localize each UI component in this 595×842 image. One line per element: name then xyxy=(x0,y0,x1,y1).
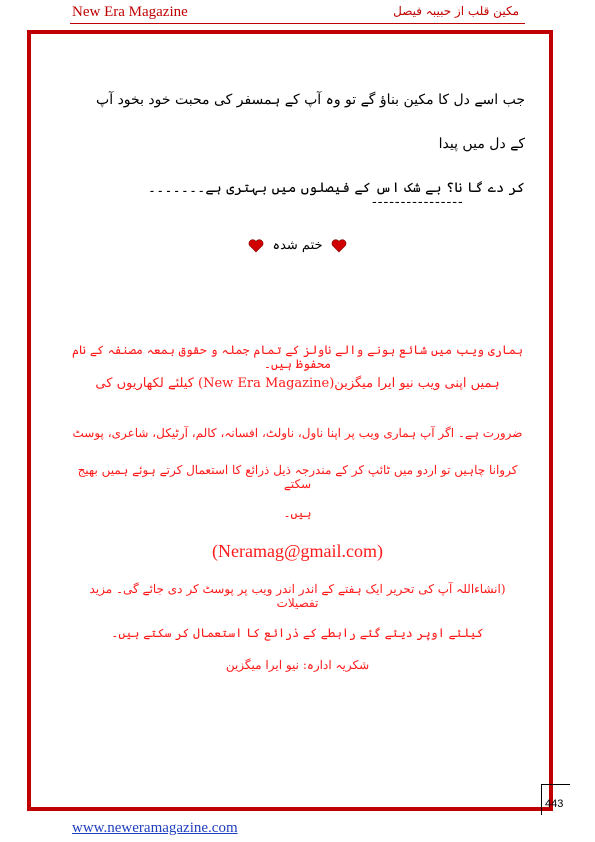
publish-notice-line: کیلئے اوپر دیئے گئے رابطے کے ذرائع کا استعمال کر سکتے ہیں۔ xyxy=(111,626,484,640)
page-number: 443 xyxy=(545,798,564,810)
separator: ---------------- xyxy=(372,194,464,210)
story-line: جب اسے دل کا مکین بناؤ گے تو وہ آپ کے ہمسفر کی محبت خود بخود آپ کے دل میں پیدا xyxy=(96,92,525,152)
heart-icon xyxy=(248,239,264,253)
copyright-notice: ہماری ویب میں شائع ہونے والے ناولز کے تمام جملہ و حقوق بمعہ مصنفہ کے نام محفوظ ہیں۔ xyxy=(72,343,523,371)
thanks-line: شکریہ ادارہ: نیو ایرا میگزین xyxy=(225,658,370,672)
story-text xyxy=(80,78,525,210)
writers-needed-line: ہیں۔ xyxy=(283,506,312,520)
publish-notice: (انشاءاللہ آپ کی تحریر ایک ہفتے کے اندر اندر ویب پر پوسٹ کر دی جائے گی۔ مزید تفصیلات xyxy=(89,582,506,610)
heart-icon xyxy=(331,239,347,253)
writers-needed-line: کروانا چاہیں تو اردو میں ٹائپ کر کے مندرجہ ذیل ذرائع کا استعمال کرتے ہوئے ہمیں بھیج سکتے xyxy=(77,463,518,491)
finish-text: ختم شدہ xyxy=(272,238,323,253)
novel-title: مکین قلب از حبیبہ فیصل xyxy=(393,4,519,18)
writers-needed: ہمیں اپنی ویب نیو ایرا میگزین(New Era Magazine) کیلئے لکھاریوں کی xyxy=(95,376,500,391)
finish-marker xyxy=(0,238,595,253)
header-divider xyxy=(70,23,525,24)
writers-needed-line: ضرورت ہے۔ اگر آپ ہماری ویب پر اپنا ناول، ناولٹ، افسانہ، کالم، آرٹیکل، شاعری، پوسٹ xyxy=(72,426,523,440)
website-link[interactable]: www.neweramagazine.com xyxy=(72,820,238,836)
contact-email[interactable]: (Neramag@gmail.com) xyxy=(211,541,383,561)
story-line: کر دے گا نا؟ بے شک اس کے فیصلوں میں بہتری ہے۔۔۔۔۔۔۔ xyxy=(147,180,525,196)
magazine-title: New Era Magazine xyxy=(72,4,188,20)
